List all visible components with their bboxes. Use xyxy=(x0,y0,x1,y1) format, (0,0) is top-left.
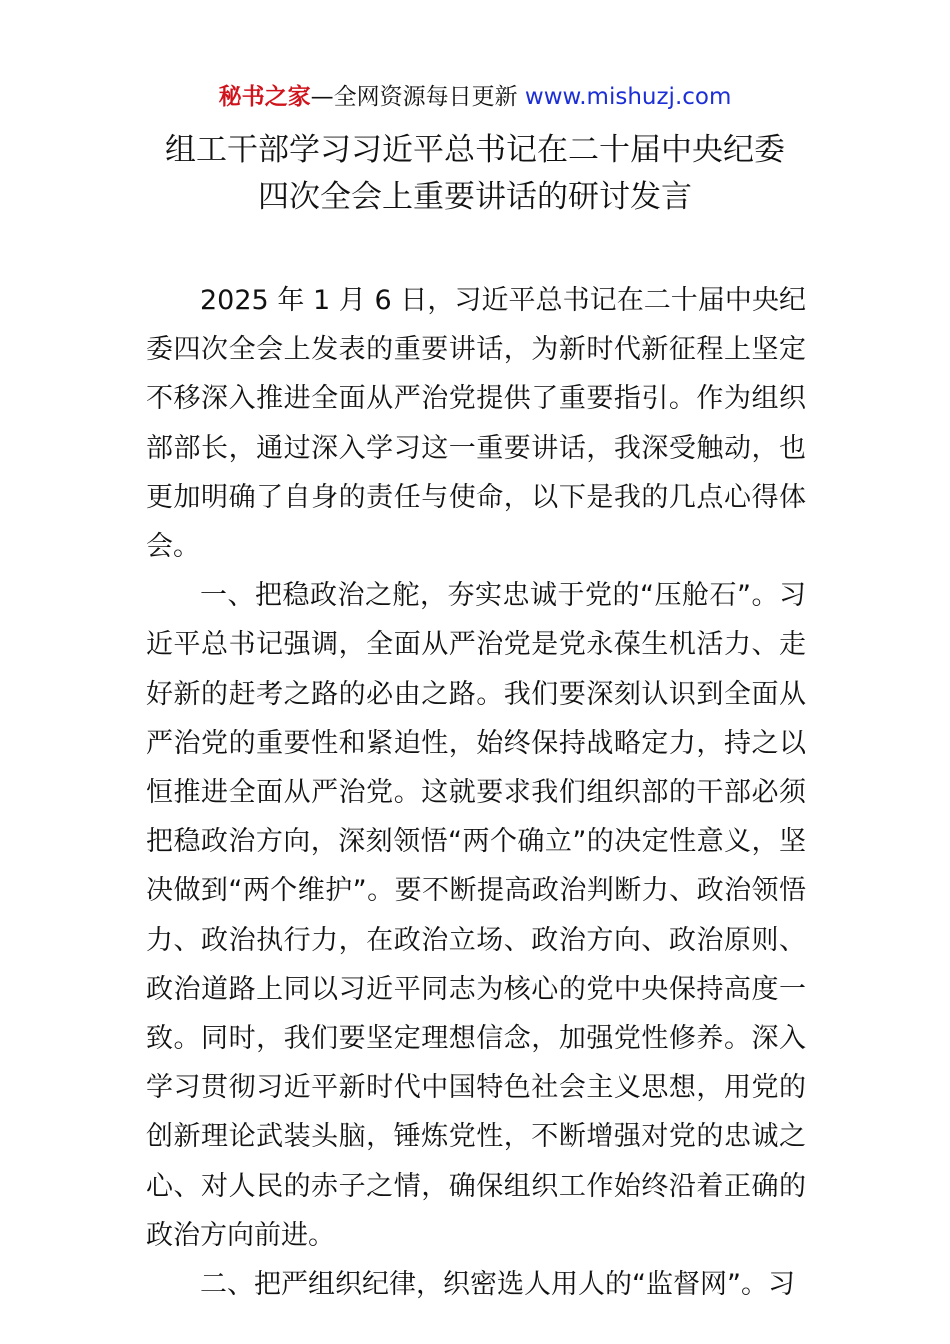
paragraph-intro: 2025 年 1 月 6 日，习近平总书记在二十届中央纪委四次全会上发表的重要讲话，为新时代新征程上坚定不移深入推进全面从严治党提供了重要指引。作为组织部部长，通过深入学习这一重要讲话，我深受触动，也更加明确了自身的责任与使命，以下是我的几点心得体会。 xyxy=(146,285,806,563)
document-title xyxy=(0,127,950,221)
title-line-1: 组工干部学习习近平总书记在二十届中央纪委 xyxy=(165,132,785,168)
document-body xyxy=(146,276,806,1309)
paragraph-section-2: 二、把严组织纪律，织密选人用人的“监督网”。习 xyxy=(200,1269,795,1301)
banner-tagline: —全网资源每日更新 xyxy=(310,84,525,110)
site-url: www.mishuzj.com xyxy=(524,84,732,110)
paragraph-section-1: 一、把稳政治之舵，夯实忠诚于党的“压舱石”。习近平总书记强调，全面从严治党是党永葆生机活力、走好新的赶考之路的必由之路。我们要深刻认识到全面从严治党的重要性和紧迫性，始终保持战略定力，持之以恒推进全面从严治党。这就要求我们组织部的干部必须把稳政治方向，深刻领悟“两个确立”的决定性意义，坚决做到“两个维护”。要不断提高政治判断力、政治领悟力、政治执行力，在政治立场、政治方向、政治原则、政治道路上同以习近平同志为核心的党中央保持高度一致。同时，我们要坚定理想信念，加强党性修养。深入学习贯彻习近平新时代中国特色社会主义思想，用党的创新理论武装头脑，锤炼党性，不断增强对党的忠诚之心、对人民的赤子之情，确保组织工作始终沿着正确的政治方向前进。 xyxy=(146,580,806,1251)
title-line-2: 四次全会上重要讲话的研讨发言 xyxy=(258,179,692,215)
brand-name: 秘书之家 xyxy=(218,84,311,110)
site-banner xyxy=(0,82,950,112)
